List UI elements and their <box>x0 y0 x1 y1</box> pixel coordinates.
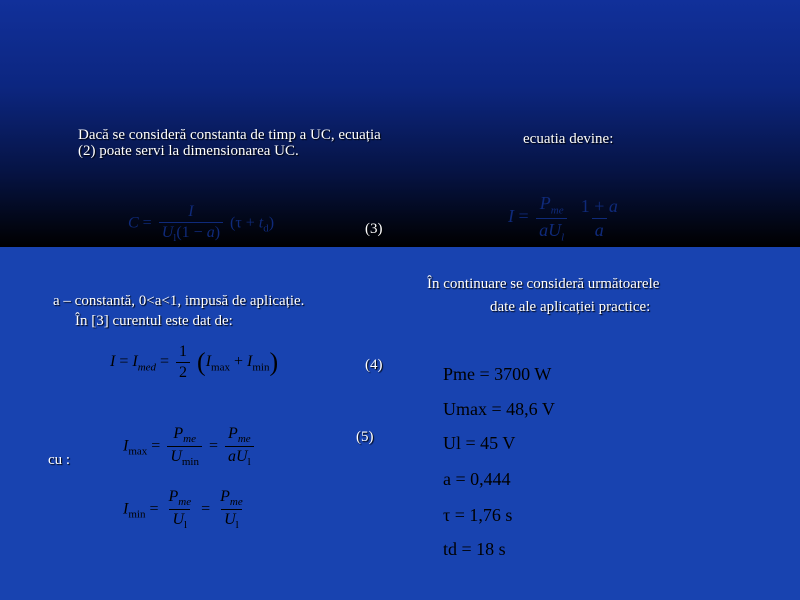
cu-label: cu : <box>48 452 71 468</box>
equation-3-number: (3) <box>365 221 383 237</box>
continuation-line-1: În continuare se consideră următoarele <box>427 276 660 292</box>
current-intro-line: În [3] curentul este dat de: <box>75 313 233 329</box>
value-tau: τ = 1,76 s <box>443 505 513 525</box>
equation-4: $I = I_{med}$ = $\frac{1}{2}$ $(I_{max} + I_{min})$ <box>110 343 279 381</box>
slide-background-top <box>0 0 800 247</box>
value-ul: Ul = 45 V <box>443 433 516 453</box>
equation-result: I = $\frac{P_{me}}{aU_l}$ $\frac{1 + a}{a}$ <box>508 193 618 244</box>
a-constant-line: a – constantă, 0<a<1, impusă de aplicație. <box>53 293 305 309</box>
value-pme: Pme = 3700 W <box>443 364 552 384</box>
equation-5-max: $I_{max}$ = $\frac{P_{me}}{U_{min}}$ = $\frac{P_{me}}{aU_l}$ <box>123 425 257 468</box>
value-umax: Umax = 48,6 V <box>443 399 555 419</box>
equation-4-number: (4) <box>365 357 383 373</box>
equation-devine-label: ecuatia devine: <box>523 131 614 147</box>
intro-paragraph: Dacă se consideră constanta de timp a UC, ecuația (2) poate servi la dimensionarea UC. <box>78 127 381 159</box>
continuation-line-2: date ale aplicației practice: <box>490 299 651 315</box>
value-a: a = 0,444 <box>443 469 511 489</box>
value-td: td = 18 s <box>443 539 506 559</box>
equation-3: C = $\frac{I}{U_l(1 - a)}$ $(\tau + t_d)$ <box>128 203 275 245</box>
equation-5-min: $I_{min}$ = $\frac{P_{me}}{U_l}$ = $\frac{P_{me}}{U_l}$ <box>123 488 243 532</box>
equation-5-number: (5) <box>356 429 374 445</box>
